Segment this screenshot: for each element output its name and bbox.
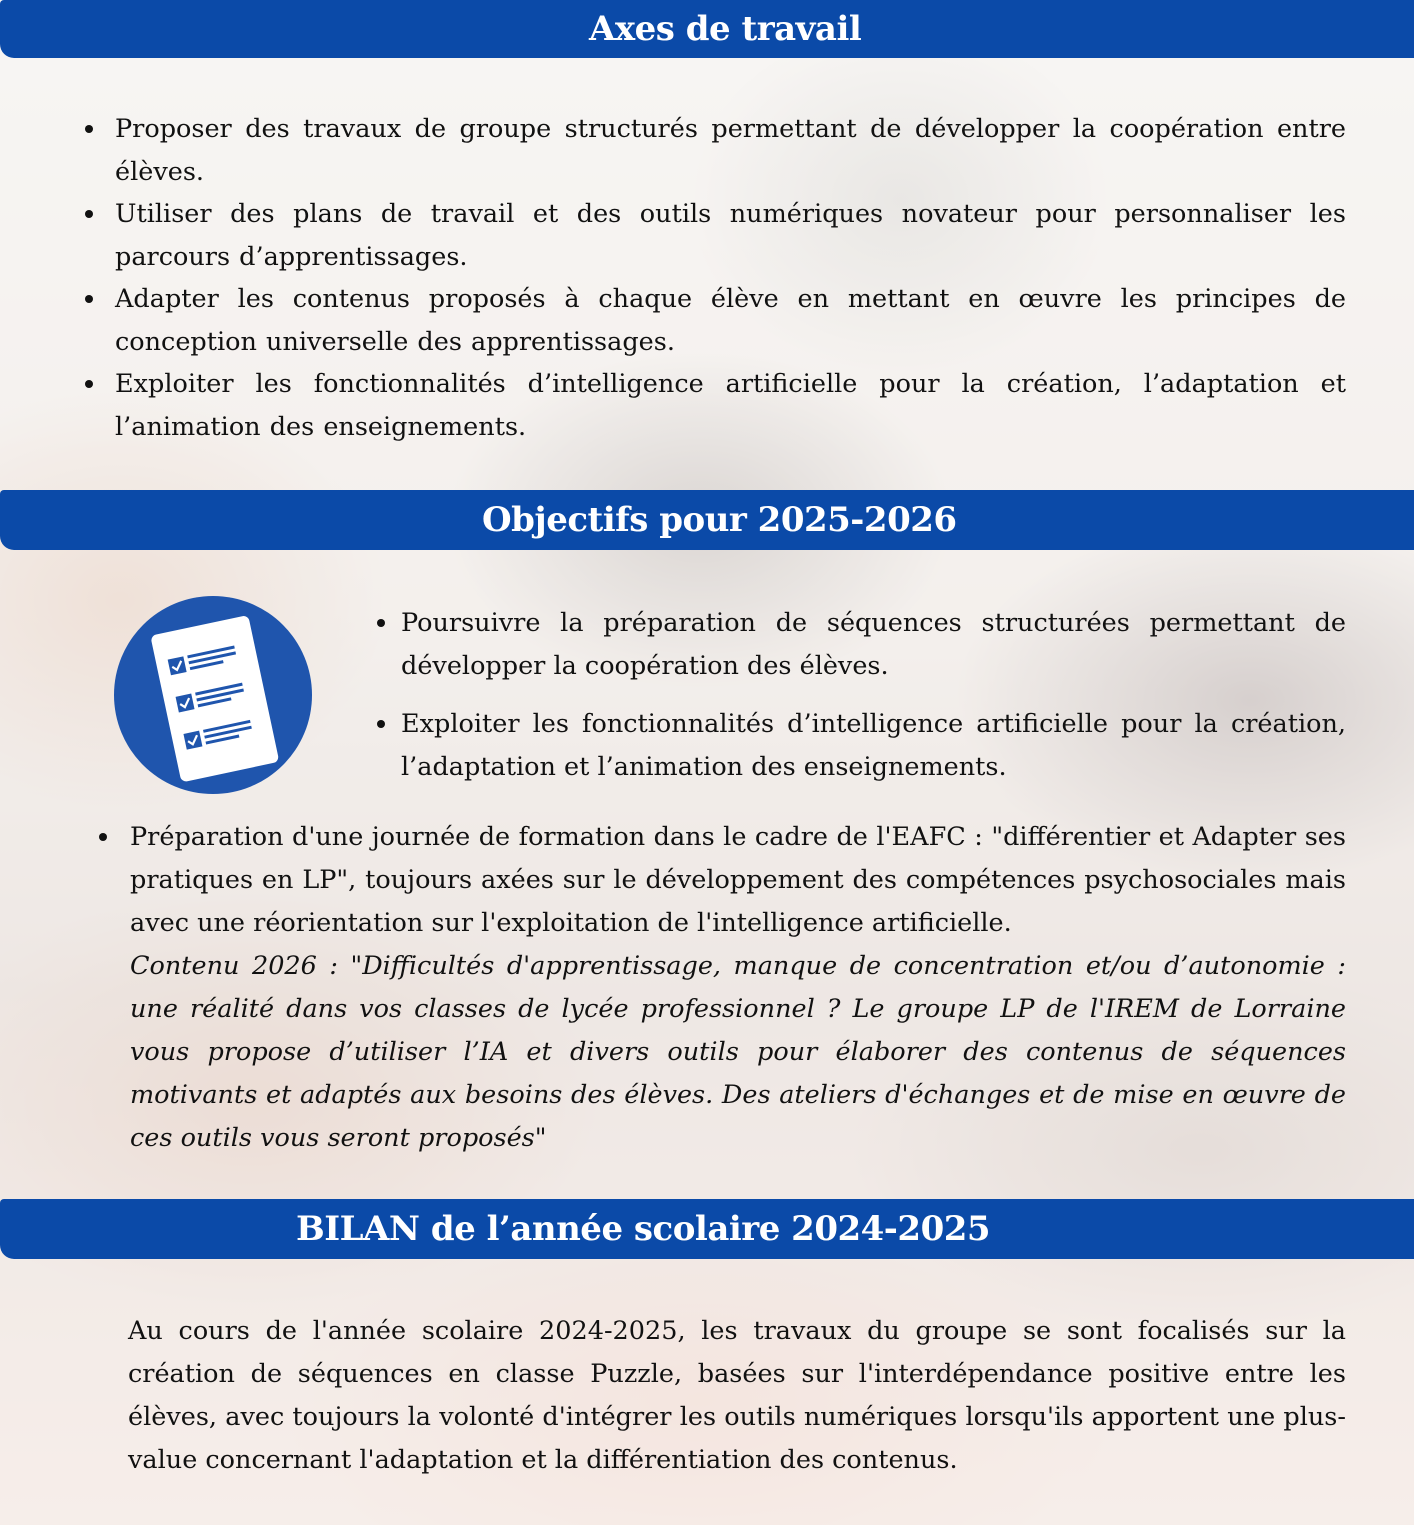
section-banner-objectifs: [0, 490, 1414, 550]
formation-contenu: Contenu 2026 : "Difficultés d'apprentissage, manque de concentration et/ou d’autonomie : une réalité dans vos classes de lycée professionnel ? Le groupe LP de l'IREM de Lorraine vous propose d’utiliser l’IA et divers outils pour élaborer des contenus de séquences motivants et adaptés aux besoins des élèves. Des ateliers d'échanges et de mise en œuvre de ces outils vous seront proposés": [130, 951, 1346, 1153]
axes-list: [0, 108, 1414, 448]
formation-text: Préparation d'une journée de formation dans le cadre de l'EAFC : "différentier et Adapter ses pratiques en LP", toujours axées sur le développement des compétences psychosociales mais avec une réorientation sur l'exploitation de l'intelligence artificielle.: [130, 822, 1346, 938]
objectifs-list: [401, 602, 1346, 789]
formation-item: [130, 816, 1346, 1160]
section-banner-axes: [0, 0, 1414, 58]
section-banner-bilan: [0, 1199, 1414, 1259]
section-title-bilan: BILAN de l’année scolaire 2024-2025: [296, 1209, 991, 1249]
axes-item: Proposer des travaux de groupe structurés permettant de développer la coopération entre élèves.: [115, 108, 1346, 193]
objectif-item: Poursuivre la préparation de séquences structurées permettant de développer la coopération des élèves.: [401, 602, 1346, 688]
axes-item: Adapter les contenus proposés à chaque élève en mettant en œuvre les principes de conception universelle des apprentissages.: [115, 278, 1346, 363]
section-title-objectifs: Objectifs pour 2025-2026: [482, 500, 957, 540]
axes-item: Exploiter les fonctionnalités d’intelligence artificielle pour la création, l’adaptation et l’animation des enseignements.: [115, 363, 1346, 448]
formation-list: [130, 816, 1346, 1160]
axes-item: Utiliser des plans de travail et des outils numériques novateur pour personnaliser les parcours d’apprentissages.: [115, 193, 1346, 278]
bilan-paragraph: Au cours de l'année scolaire 2024-2025, les travaux du groupe se sont focalisés sur la création de séquences en classe Puzzle, basées sur l'interdépendance positive entre les élèves, avec toujours la volonté d'intégrer les outils numériques lorsqu'ils apportent une plus-value concernant l'adaptation et la différentiation des contenus.: [128, 1316, 1346, 1475]
section-title-axes: Axes de travail: [589, 9, 862, 49]
checklist-icon: [114, 596, 312, 794]
objectif-item: Exploiter les fonctionnalités d’intelligence artificielle pour la création, l’adaptation et l’animation des enseignements.: [401, 703, 1346, 789]
